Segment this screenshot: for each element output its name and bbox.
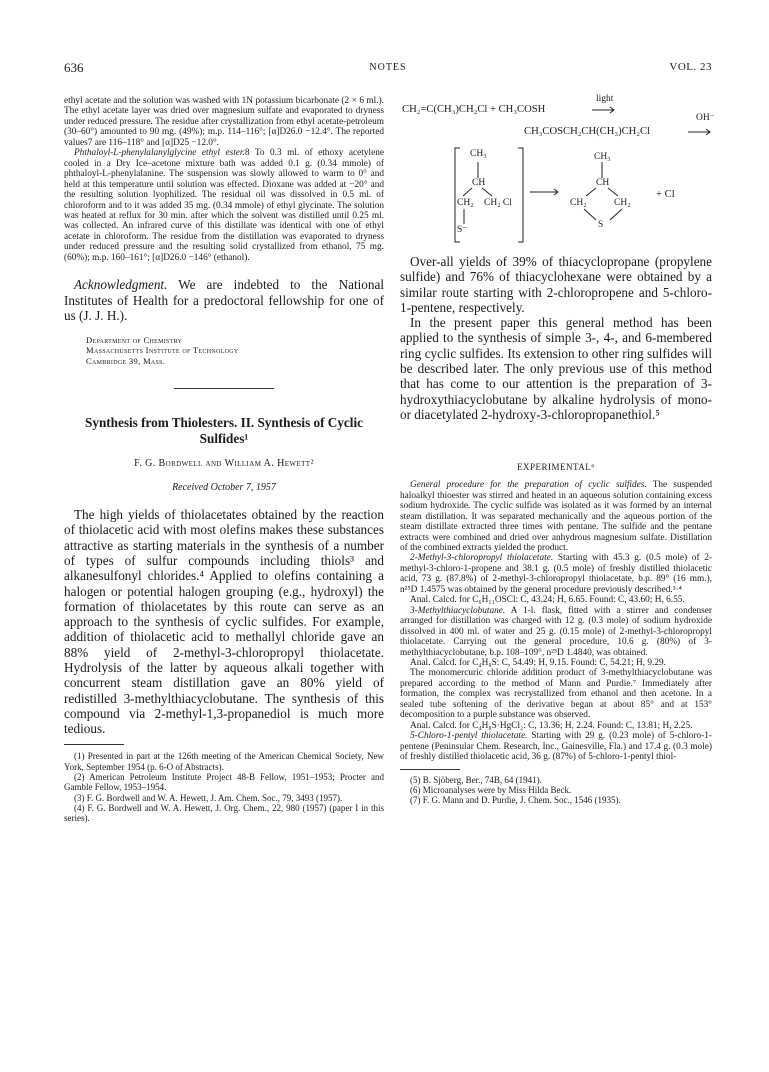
- chloropentyl-heading: 5-Chloro-1-pentyl thiolacetate.: [410, 731, 528, 742]
- methylthiacyclobutane-paragraph: [400, 606, 712, 658]
- continued-paragraph: [64, 96, 384, 263]
- footnote: (6) Microanalyses were by Miss Hilda Beck.: [410, 784, 572, 795]
- experimental-text: [400, 480, 712, 762]
- chloromethyl-group: CH₂ Cl: [484, 198, 512, 208]
- methyl-group: CH₃: [470, 149, 487, 159]
- introduction: The high yields of thiolacetates obtained by the reaction of thiolacetic acid with most olefins makes these substances attractive as starting materials in the synthesis of a number of types of sulfur compounds including thiols³ and alkanesulfonyl chlorides.⁴ Applied to olefins containing a halogen or potential halogen grouping (e.g., hydroxyl) the formation of thiolacetates by this route can serve as an approach to the synthesis of cyclic sulfides. For example, addition of thiolacetic acid to methallyl chloride gave an 88% yield of 2-methyl-3-chloropropyl thiolacetate. Hydrolysis of the latter by aqueous alkali together with concurrent steam distillation gave an 80% yield of redistilled 3-methylthiacyclobutane. The synthesis of this compound via 2-methyl-1,3-propanediol is much more tedious.: [64, 507, 384, 737]
- analysis-line: Anal. Calcd. for C₄H₈S·HgCl₂: C, 13.36; H, 2.24. Found: C, 13.81; H, 2.25.: [410, 720, 693, 731]
- section-heading: EXPERIMENTAL⁶: [517, 462, 595, 473]
- chloride-ion: + Cl: [656, 189, 675, 200]
- footnote-divider: [400, 769, 460, 770]
- reaction-reactants: CH₂=C(CH₃)CH₂Cl + CH₃COSH: [402, 104, 546, 115]
- scheme-graphics: [400, 96, 712, 246]
- sulfur-atom: S: [598, 220, 604, 230]
- affiliation-line: Cambridge 39, Mass.: [86, 355, 166, 366]
- methyl-chloropropyl-paragraph: [400, 553, 712, 595]
- overall-yields-paragraph: Over-all yields of 39% of thiacyclopropane (propylene sulfide) and 76% of thiacyclohexane were obtained by a similar route starting with 2-chloropropene and 5-chloro-1-pentene, respectively.: [400, 254, 712, 315]
- continued-text: ethyl acetate and the solution was washed with 1N potassium bicarbonate (2 × 6 ml.). The ethyl acetate layer was dried over magnesium sulfate and evaporated to dryness under reduced pressure. The residue after crystallization from ethyl acetate-petroleum (30–60°) amounted to 90 mg. (49%); m.p. 114–116°; [α]D26.0 −12.4°. The reported values7 are 116–118° and [α]D25 −12.0°.: [64, 96, 384, 148]
- authors: F. G. Bordwell and William A. Hewett²: [134, 458, 314, 470]
- thiolate-group: S⁻: [457, 225, 468, 235]
- running-head: NOTES: [369, 62, 407, 73]
- left-column: [64, 96, 384, 824]
- phthaloyl-heading: Phthaloyl-L-phenylalanylglycine ethyl ester.: [74, 148, 245, 159]
- mercuric-chloride-paragraph: The monomercuric chloride addition product of 3-methylthiacyclobutane was prepared according to the method of Mann and Purdie.⁷ Immediately after formation, the complex was recrystallized from ethanol and then acetone. In a sealed tube softening of the derivative began at about 85° and at 153° decomposition to a purple substance was observed.: [400, 668, 712, 721]
- hydroxide-label: OH⁻: [696, 113, 715, 123]
- footnote: (3) F. G. Bordwell and W. A. Hewett, J. Am. Chem. Soc., 79, 3493 (1957).: [74, 792, 343, 803]
- footnotes: [400, 775, 712, 806]
- footnote: (4) F. G. Bordwell and W. A. Hewett, J. Org. Chem., 22, 980 (1957) (paper I in this series).: [64, 802, 384, 824]
- chloropentyl-text: Starting with 29 g. (0.23 mole) of 5-chloro-1-pentene (Peninsular Chem. Research, Inc., Gainesville, Fla.) and 17.4 g. (0.3 mole) of freshly distilled thiolacetic acid, 36 g. (87%) of 5-chloro-1-pentyl thiol-: [400, 731, 712, 763]
- footnote: (2) American Petroleum Institute Project 48-B Fellow, 1951–1953; Procter and Gamble Fellow, 1953–1954.: [64, 772, 384, 793]
- present-paper-paragraph: In the present paper this general method has been applied to the synthesis of simple 3-, 4-, and 6-membered ring cyclic sulfides. Its extension to other ring sulfides will be described later. The only previous use of this method that has come to our attention is the preparation of 3-hydroxythiacyclobutane by alkaline hydrolysis of mono- or diacetylated 2-hydroxy-3-chloropropanethiol.⁵: [400, 315, 712, 422]
- affiliation-line: Massachusetts Institute of Technology: [86, 345, 239, 356]
- methylthiacyclobutane-text: A 1-l. flask, fitted with a stirrer and condenser arranged for distillation was charged with 12 g. (0.3 mole) of sodium hydroxide dissolved in 400 ml. of water and 25 g. (0.15 mole) of 2-methyl-3-chloropropyl thiolacetate. Carrying out the general procedure, 10.6 g. (80%) of 3-methylthiacyclobutane, b.p. 108–109°, n²⁵D 1.4840, was obtained.: [400, 605, 712, 658]
- footnote-divider: [64, 744, 124, 745]
- affiliation-line: Department of Chemistry: [86, 335, 183, 346]
- acknowledgment: [64, 277, 384, 323]
- acknowledgment-text: We are indebted to the National Institutes of Health for a predoctoral fellowship for one of us (J. J. H.).: [64, 277, 384, 323]
- footnote: (7) F. G. Mann and D. Purdie, J. Chem. Soc., 1546 (1935).: [410, 795, 621, 806]
- methine-group: CH: [596, 178, 610, 188]
- footnote: (1) Presented in part at the 126th meeting of the American Chemical Society, New York, September 1954 (p. 6-O of Abstracts).: [64, 751, 384, 772]
- footnote: (5) B. Sjöberg, Ber., 74B, 64 (1941).: [410, 774, 542, 785]
- right-column: [400, 94, 715, 806]
- chloropentyl-paragraph: [400, 731, 712, 762]
- received-date: Received October 7, 1957: [172, 482, 276, 494]
- general-procedure: [400, 480, 712, 553]
- general-procedure-text: The suspended haloalkyl thioester was stirred and heated in an aqueous solution containing excess sodium hydroxide. The cyclic sulfide was isolated as it was formed by an internal steam distillation. It was separated mechanically and the aqueous portion of the steam distillate extracted three times with pentane. The sulfide and the pentane extracts were combined and dried over anhydrous magnesium sulfate. Distillation of the combined extracts yielded the product.: [400, 480, 713, 553]
- methylene-group: CH₂: [457, 198, 474, 208]
- divider: [174, 388, 274, 389]
- methyl-chloropropyl-heading: 2-Methyl-3-chloropropyl thiolacetate.: [410, 553, 554, 564]
- affiliation: [86, 335, 384, 366]
- methylene-group: CH₂: [570, 198, 587, 208]
- reaction-intermediate: CH₃COSCH₂CH(CH₃)CH₂Cl: [524, 126, 651, 137]
- analysis-line: Anal. Calcd. for C₄H₈S: C, 54.49; H, 9.15. Found: C, 54.21; H, 9.29.: [410, 657, 666, 668]
- methylthiacyclobutane-heading: 3-Methylthiacyclobutane.: [410, 605, 506, 616]
- reaction-scheme: [400, 94, 715, 246]
- body-text: [400, 254, 712, 422]
- methine-group: CH: [472, 178, 486, 188]
- methylene-group: CH₂: [614, 198, 631, 208]
- light-label: light: [596, 94, 614, 104]
- methyl-group: CH₃: [594, 152, 611, 162]
- acknowledgment-heading: Acknowledgment.: [74, 277, 168, 293]
- phthaloyl-paragraph: [64, 148, 384, 263]
- volume-label: VOL. 23: [669, 61, 712, 73]
- analysis-line: Anal. Calcd. for C₆H₁₁OSCl: C, 43.24; H, 6.65. Found: C, 43.60; H, 6.55.: [410, 595, 685, 606]
- general-procedure-heading: General procedure for the preparation of cyclic sulfides.: [410, 480, 647, 491]
- methyl-chloropropyl-text: Starting with 45.3 g. (0.5 mole) of 2-methyl-3-chloro-1-propene and 38.1 g. (0.5 mole) of freshly distilled thiolacetic acid, 73 g. (87.8%) of 2-methyl-3-chloropropyl thiolacetate, b.p. 89° (16 mm.), n²⁵D 1.4575 was obtained by the general procedure previously described.³·⁴: [400, 553, 712, 595]
- phthaloyl-text: 8 To 0.3 ml. of ethoxy acetylene cooled in a Dry Ice–acetone mixture bath was added 0.1 g. (0.34 mmole) of phthaloyl-L-phenylalanine. The suspension was slowly allowed to warm to 0° and held at this temperature until solution was effected. Dioxane was added at −20° and the resulting solution lyophilized. The residual oil was dissolved in 0.5 ml. of chloroform and to it was added 35 mg. (0.34 mmole) of ethyl glycinate. The solution was heated at reflux for 30 min. after which the solvent was distilled until 0.25 ml. was collected. An infrared curve of this distillate was identical with one of ethyl acetate in chloroform. The residue from the distillation was evaporated to dryness under reduced pressure and the resulting solid crystallized from ethanol, 75 mg. (60%); m.p. 160–161°; [α]D26.0 −146° (ethanol).: [64, 148, 384, 263]
- footnotes: [64, 751, 384, 823]
- article-title: Synthesis from Thiolesters. II. Synthesis of Cyclic Sulfides¹: [85, 415, 363, 447]
- page-header: [64, 60, 712, 76]
- page-number: 636: [64, 60, 84, 75]
